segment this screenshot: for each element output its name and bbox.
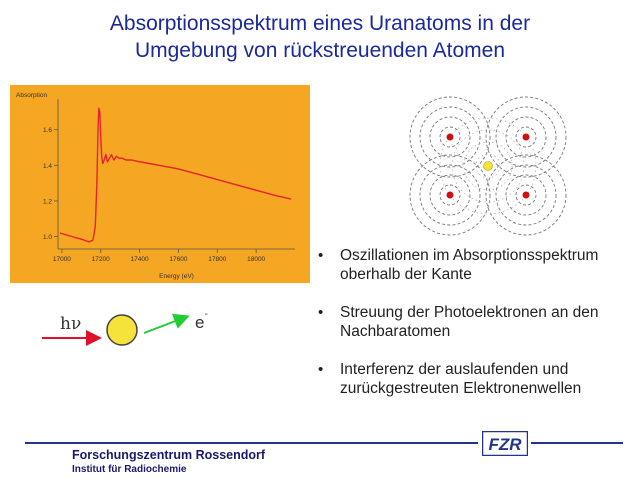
institute-name: Institut für Radiochemie bbox=[72, 464, 187, 475]
bullet-item: • Streuung der Photoelektronen an den Nachbaratomen bbox=[318, 303, 638, 341]
x-tick-label: 17000 bbox=[52, 256, 71, 263]
svg-text:FZR: FZR bbox=[488, 435, 522, 454]
x-tick-label: 17800 bbox=[208, 256, 227, 263]
uranium-atom bbox=[107, 315, 137, 345]
y-tick-label: 1.0 bbox=[42, 234, 52, 242]
x-tick-label: 17600 bbox=[169, 256, 188, 263]
y-tick-label: 1.2 bbox=[42, 198, 52, 206]
electron-label bbox=[195, 309, 208, 333]
electron-charge: - bbox=[204, 309, 208, 321]
footer-divider-right bbox=[531, 442, 623, 444]
organization-name: Forschungszentrum Rossendorf bbox=[72, 448, 266, 462]
title-line-2: Umgebung von rückstreuenden Atomen bbox=[134, 39, 506, 62]
backscatter-atom bbox=[447, 192, 454, 199]
absorption-spectrum-chart bbox=[10, 85, 310, 283]
bullet-item: • Interferenz der auslaufenden und zurückgestreuten Elektronenwellen bbox=[318, 360, 638, 398]
bullet-list bbox=[318, 246, 638, 417]
y-tick-label: 1.4 bbox=[42, 162, 52, 170]
y-axis-label: Absorption bbox=[16, 92, 48, 99]
x-tick-label: 18000 bbox=[247, 256, 266, 263]
footer-divider bbox=[25, 442, 478, 444]
photon-label: hν bbox=[60, 314, 82, 334]
x-axis-label: Energy (eV) bbox=[159, 273, 194, 280]
title-line-1: Absorptionsspektrum eines Uranatoms in der bbox=[109, 12, 531, 35]
x-tick-label: 17200 bbox=[91, 256, 110, 263]
backscatter-atom bbox=[523, 134, 530, 141]
absorber-atom bbox=[484, 162, 493, 171]
y-tick-label: 1.6 bbox=[42, 127, 52, 135]
electron-symbol: e bbox=[195, 313, 205, 332]
electron-arrow bbox=[144, 317, 186, 333]
page-title bbox=[20, 10, 620, 64]
fzr-logo bbox=[482, 431, 528, 456]
chart-background bbox=[10, 85, 310, 283]
backscatter-atom bbox=[447, 134, 454, 141]
bullet-item: • Oszillationen im Absorptionsspektrum oberhalb der Kante bbox=[318, 246, 638, 284]
scattering-atoms-diagram bbox=[398, 93, 578, 237]
x-tick-label: 17400 bbox=[130, 256, 149, 263]
backscatter-atom bbox=[523, 192, 530, 199]
